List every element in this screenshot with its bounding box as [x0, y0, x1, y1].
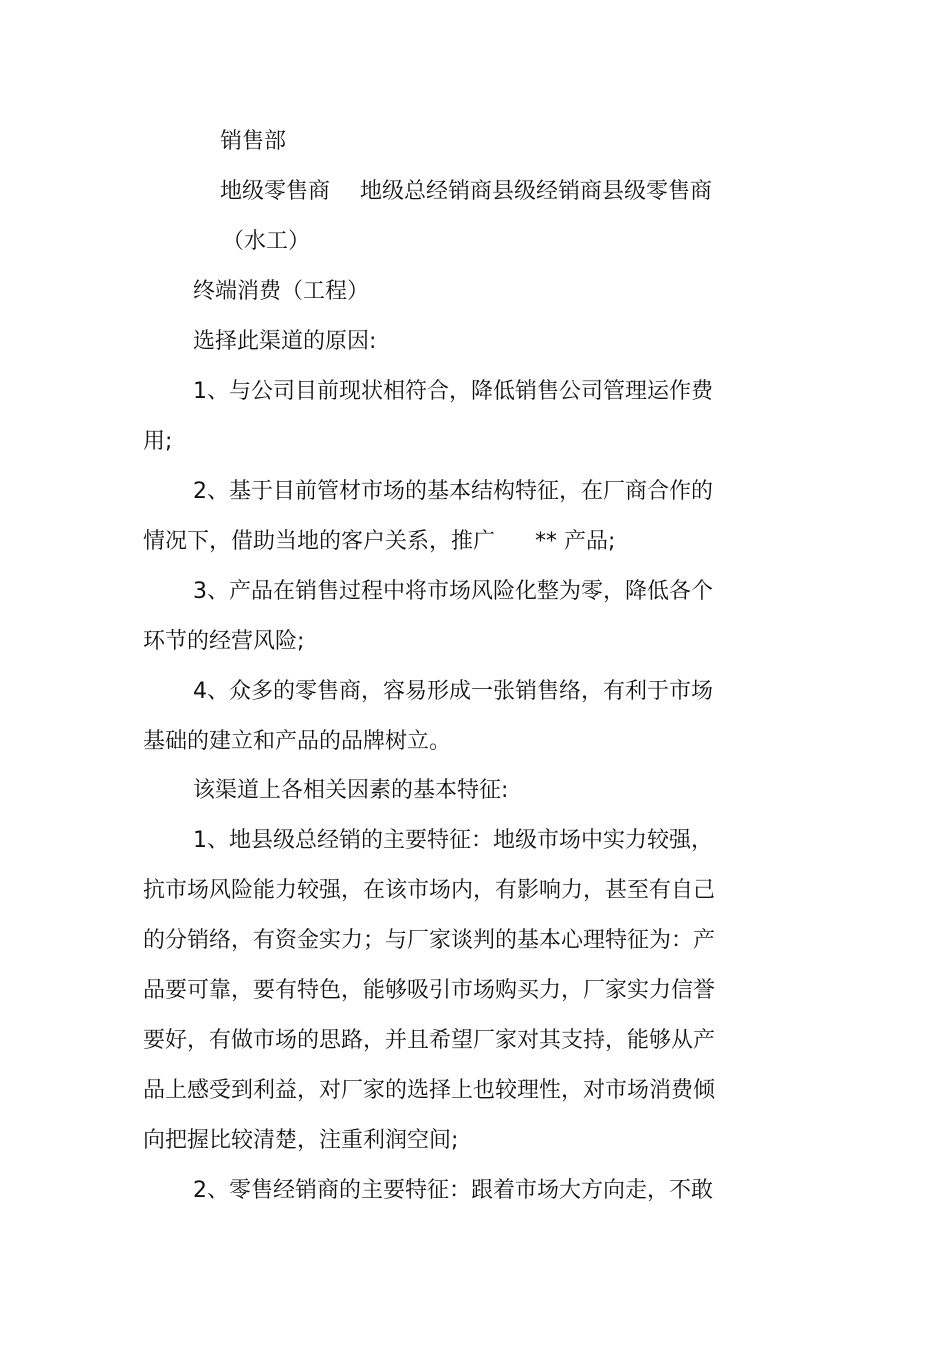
reason-2-line-2-part-a: 情况下，借助当地的客户关系，推广	[143, 529, 496, 554]
reason-2-line-2	[143, 527, 615, 557]
feature-1-line-4: 品要可靠，要有特色，能够吸引市场购买力，厂家实力信誉	[143, 978, 716, 1003]
reason-3-line-1: 3、产品在销售过程中将市场风险化整为零，降低各个	[193, 579, 713, 604]
reason-2-line-2-part-b: ** 产品;	[535, 529, 616, 554]
features-title: 该渠道上各相关因素的基本特征:	[193, 778, 509, 803]
heading-sales-dept: 销售部	[220, 129, 287, 154]
reasons-title: 选择此渠道的原因:	[193, 329, 377, 354]
feature-1-line-6: 品上感受到利益，对厂家的选择上也较理性，对市场消费倾	[143, 1078, 716, 1103]
reason-3-line-2: 环节的经营风险;	[143, 629, 305, 654]
chain-segment-2: 地级总经销商县级经销商县级零售商	[360, 179, 713, 204]
shuigong-note: （水工）	[222, 229, 311, 254]
reason-4-line-2: 基础的建立和产品的品牌树立。	[143, 729, 452, 754]
reason-1-line-2: 用;	[143, 429, 173, 454]
terminal-consumption: 终端消费（工程）	[193, 279, 370, 304]
feature-1-line-3: 的分销络，有资金实力；与厂家谈判的基本心理特征为：产	[143, 928, 716, 953]
channel-chain-line	[220, 177, 712, 207]
reason-2-line-1: 2、基于目前管材市场的基本结构特征，在厂商合作的	[193, 479, 713, 504]
chain-segment-1: 地级零售商	[220, 179, 331, 204]
feature-1-line-5: 要好，有做市场的思路，并且希望厂家对其支持，能够从产	[143, 1028, 716, 1053]
feature-2-line-1: 2、零售经销商的主要特征：跟着市场大方向走，不敢	[193, 1178, 713, 1203]
reason-4-line-1: 4、众多的零售商，容易形成一张销售络，有利于市场	[193, 679, 713, 704]
feature-1-line-7: 向把握比较清楚，注重利润空间;	[143, 1128, 459, 1153]
reason-1-line-1: 1、与公司目前现状相符合，降低销售公司管理运作费	[193, 379, 713, 404]
feature-1-line-1: 1、地县级总经销的主要特征：地级市场中实力较强，	[193, 828, 713, 853]
feature-1-line-2: 抗市场风险能力较强，在该市场内，有影响力，甚至有自己	[143, 878, 716, 903]
